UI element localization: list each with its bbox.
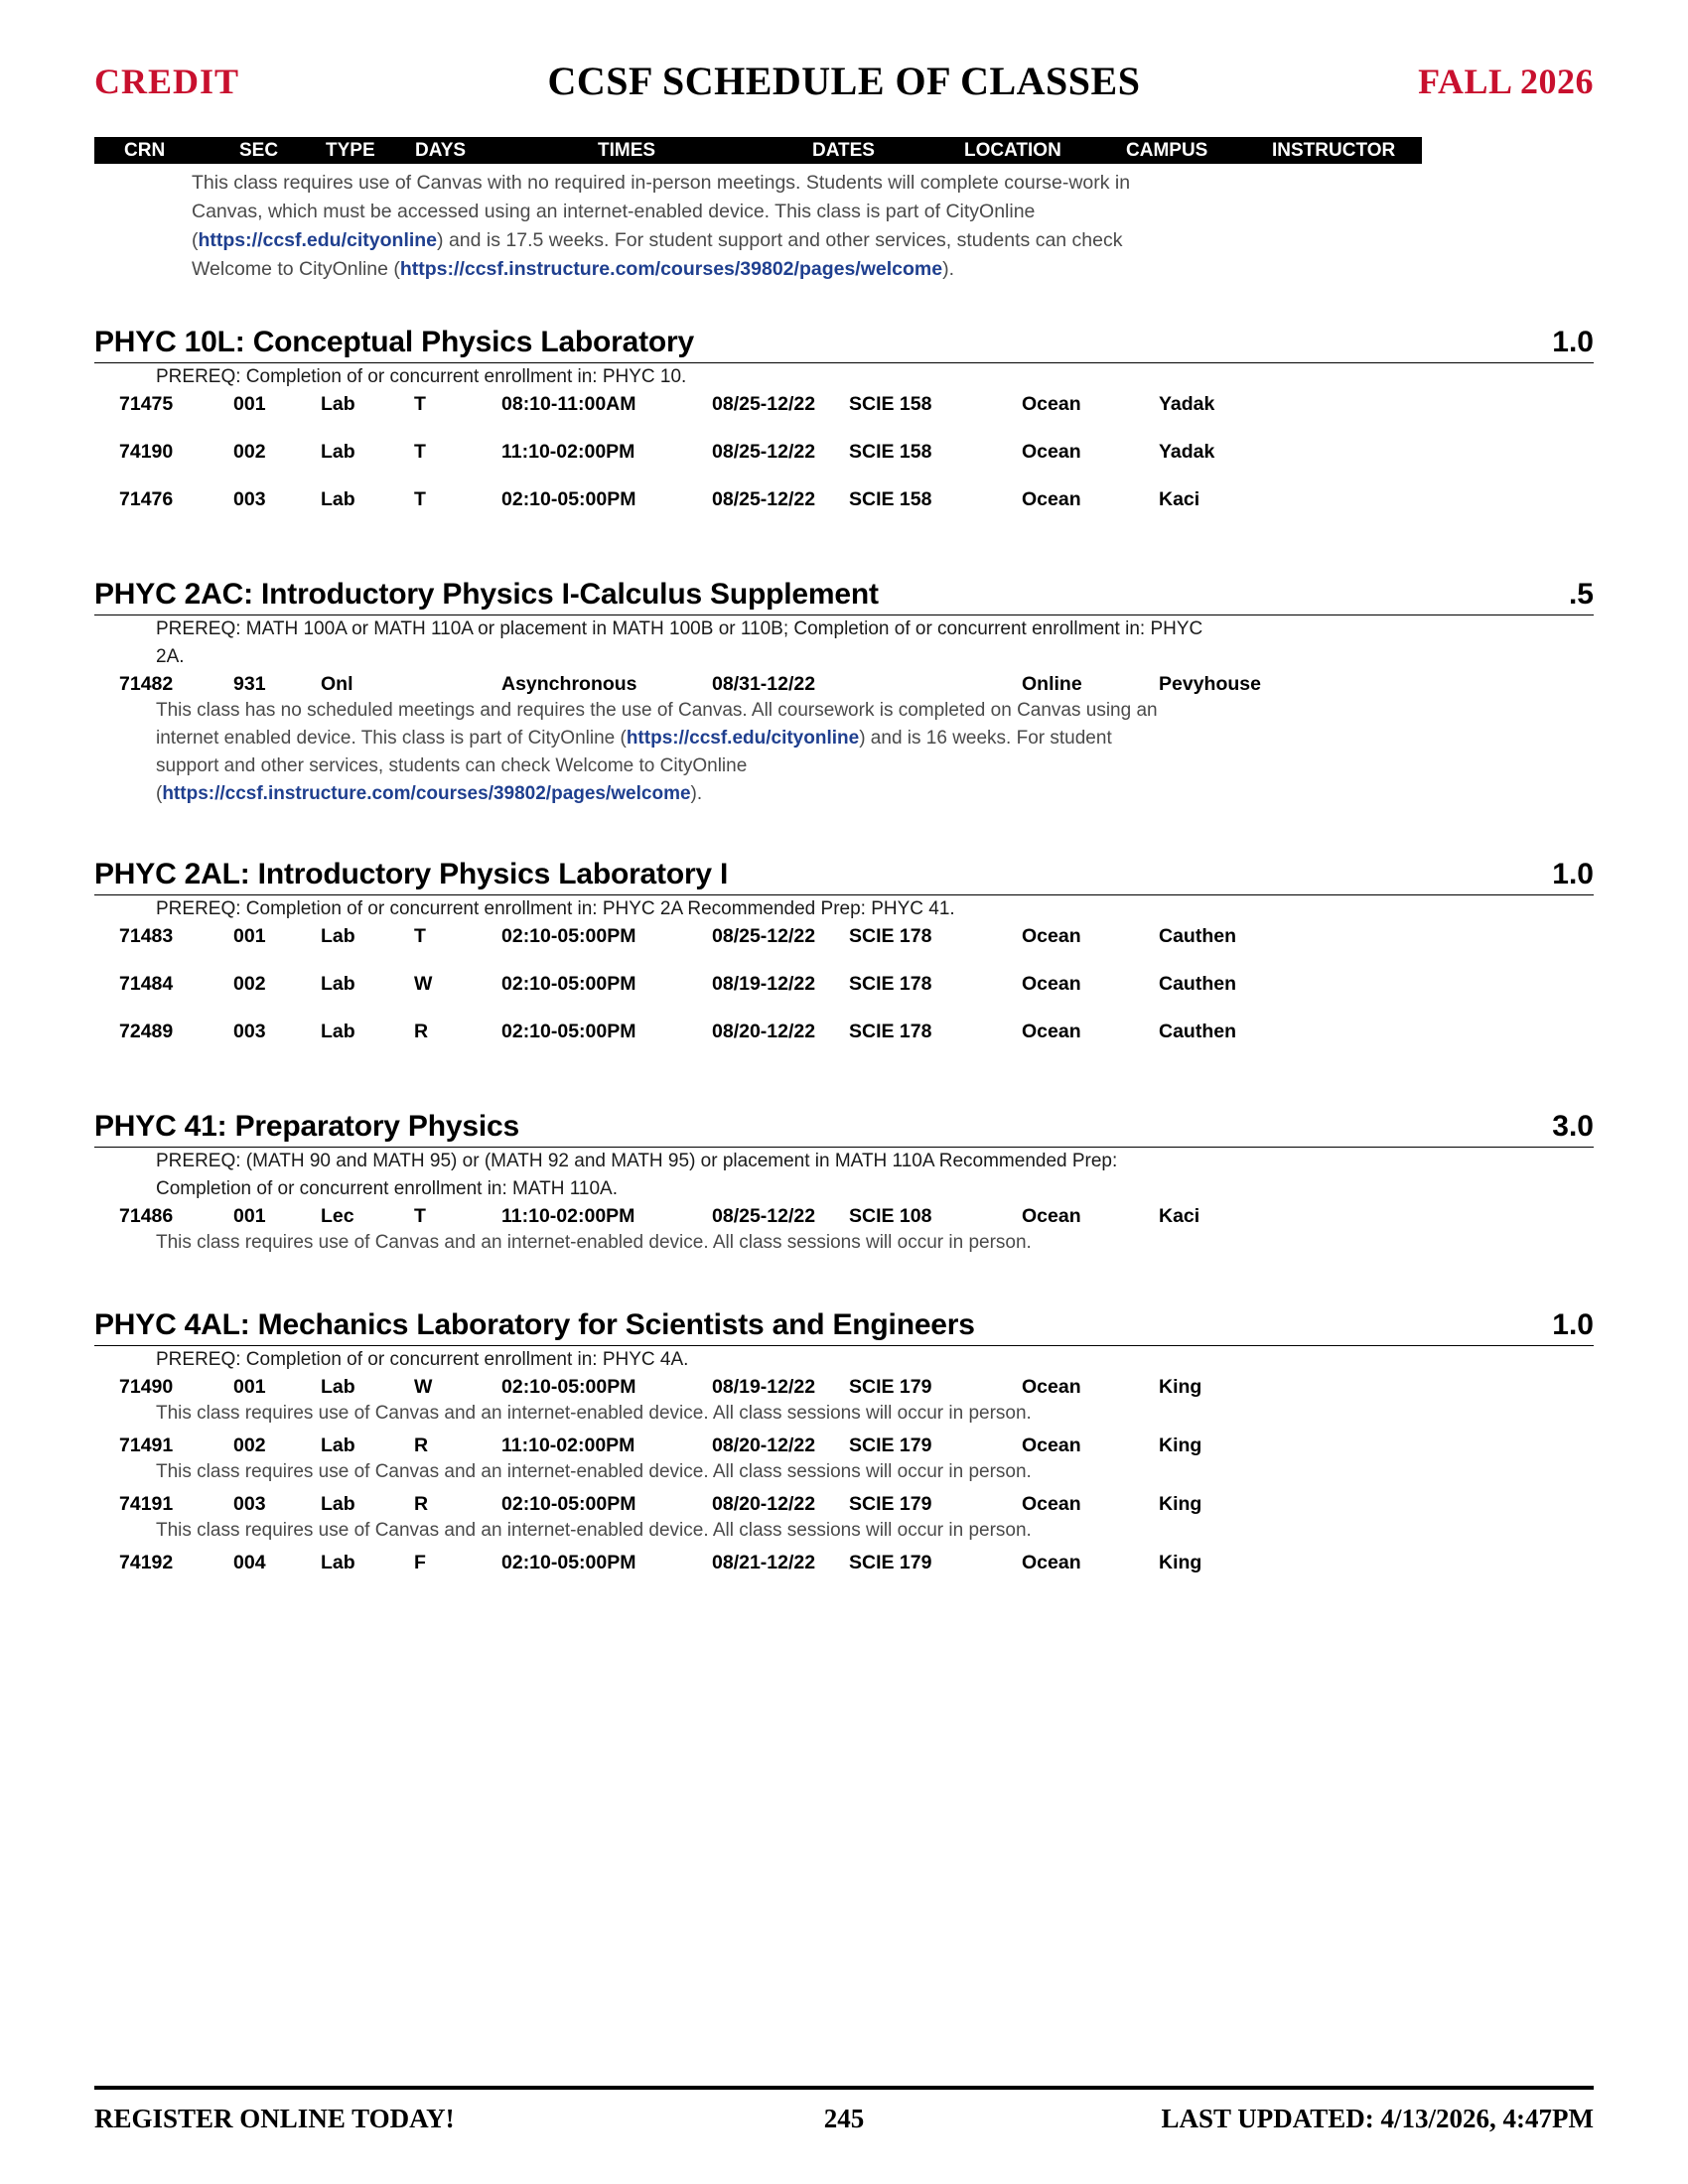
row-sec: 003: [233, 1021, 266, 1042]
table-row[interactable]: [94, 671, 1594, 697]
credit-label: CREDIT: [94, 62, 240, 101]
column-header-sec: SEC: [239, 140, 279, 161]
row-days: F: [414, 1552, 426, 1573]
row-days: T: [414, 1205, 426, 1227]
row-days: W: [414, 1376, 433, 1398]
spacer: [94, 949, 1594, 971]
spacer: [94, 284, 1594, 318]
row-type: Lab: [321, 925, 355, 947]
row-location: SCIE 158: [849, 441, 932, 463]
row-crn: 71483: [119, 925, 174, 947]
row-crn: 72489: [119, 1021, 174, 1042]
row-days: R: [414, 1021, 429, 1042]
section-note: This class requires use of Canvas and an internet-enabled device. All class sessions will occur in person.: [156, 1520, 1032, 1541]
continuation-note: [192, 169, 1199, 284]
table-row[interactable]: [94, 1491, 1594, 1517]
row-campus: Ocean: [1022, 441, 1081, 463]
course-units: 1.0: [1552, 326, 1594, 358]
row-location: SCIE 178: [849, 925, 932, 947]
column-header-dates: DATES: [812, 140, 875, 161]
spacer: [94, 997, 1594, 1019]
row-instructor: Pevyhouse: [1159, 673, 1261, 695]
row-crn: 71490: [119, 1376, 174, 1398]
row-type: Onl: [321, 673, 353, 695]
row-crn: 71482: [119, 673, 174, 695]
course-name: PHYC 4AL: Mechanics Laboratory for Scientists and Engineers: [94, 1308, 975, 1341]
row-crn: 71486: [119, 1205, 174, 1227]
course-heading: [94, 1102, 1594, 1148]
welcome-to-cityonline-link[interactable]: https://ccsf.instructure.com/courses/39802/pages/welcome: [399, 258, 943, 280]
continuation-note-text-2: ) and is 17.5 weeks. For student support and other services, students can check Welcome to CityOnline (: [192, 229, 1123, 280]
row-campus: Ocean: [1022, 1376, 1081, 1398]
row-campus: Ocean: [1022, 488, 1081, 510]
row-crn: 74192: [119, 1552, 174, 1573]
row-location: SCIE 178: [849, 973, 932, 995]
row-sec: 001: [233, 1205, 266, 1227]
course-listing: [94, 169, 1594, 1575]
row-dates: 08/20-12/22: [712, 1493, 816, 1515]
course-prereq: PREREQ: MATH 100A or MATH 110A or placement in MATH 100B or 110B; Completion of or concurrent enrollment in: PHYC 2A.: [156, 618, 1203, 667]
row-location: SCIE 179: [849, 1493, 932, 1515]
row-days: R: [414, 1493, 429, 1515]
row-times: 02:10-05:00PM: [501, 488, 636, 510]
row-dates: 08/19-12/22: [712, 973, 816, 995]
row-location: SCIE 158: [849, 393, 932, 415]
column-header-location: LOCATION: [964, 140, 1061, 161]
course-name: PHYC 2AL: Introductory Physics Laboratory I: [94, 858, 729, 890]
course-units: .5: [1568, 578, 1594, 611]
course-name: PHYC 41: Preparatory Physics: [94, 1110, 519, 1143]
row-instructor: Yadak: [1159, 441, 1215, 463]
row-sec: 002: [233, 973, 266, 995]
course-units: 1.0: [1552, 858, 1594, 890]
row-location: SCIE 108: [849, 1205, 932, 1227]
table-row[interactable]: [94, 923, 1594, 949]
course-units: 1.0: [1552, 1308, 1594, 1341]
column-header-instructor: INSTRUCTOR: [1272, 140, 1396, 161]
register-online-label: REGISTER ONLINE TODAY!: [94, 2104, 455, 2133]
table-row[interactable]: [94, 971, 1594, 997]
row-times: 11:10-02:00PM: [501, 1205, 635, 1227]
spacer: [94, 512, 1594, 570]
row-dates: 08/20-12/22: [712, 1434, 816, 1456]
term-label: FALL 2026: [1418, 62, 1594, 101]
row-campus: Ocean: [1022, 1493, 1081, 1515]
row-dates: 08/25-12/22: [712, 441, 816, 463]
table-row[interactable]: [94, 1374, 1594, 1400]
row-sec: 003: [233, 488, 266, 510]
row-dates: 08/25-12/22: [712, 393, 816, 415]
row-times: 02:10-05:00PM: [501, 925, 636, 947]
row-days: R: [414, 1434, 429, 1456]
masthead: [94, 60, 1594, 109]
row-type: Lab: [321, 1493, 355, 1515]
row-crn: 74190: [119, 441, 174, 463]
row-campus: Ocean: [1022, 1552, 1081, 1573]
row-times: 08:10-11:00AM: [501, 393, 636, 415]
table-row[interactable]: [94, 391, 1594, 417]
row-instructor: King: [1159, 1434, 1202, 1456]
row-sec: 931: [233, 673, 266, 695]
spacer: [94, 1044, 1594, 1102]
row-campus: Online: [1022, 673, 1082, 695]
row-campus: Ocean: [1022, 1205, 1081, 1227]
spacer: [94, 1257, 1594, 1300]
section-note: This class requires use of Canvas and an internet-enabled device. All class sessions will occur in person.: [156, 1461, 1032, 1482]
course-heading: [94, 1300, 1594, 1346]
row-times: Asynchronous: [501, 673, 637, 695]
course-heading: [94, 318, 1594, 363]
row-times: 02:10-05:00PM: [501, 1021, 636, 1042]
row-days: T: [414, 393, 426, 415]
course-block: [94, 570, 1594, 808]
row-campus: Ocean: [1022, 1434, 1081, 1456]
row-instructor: King: [1159, 1552, 1202, 1573]
row-type: Lab: [321, 441, 355, 463]
row-dates: 08/31-12/22: [712, 673, 816, 695]
last-updated-label: LAST UPDATED: 4/13/2026, 4:47PM: [1161, 2104, 1594, 2133]
row-type: Lab: [321, 488, 355, 510]
row-instructor: Cauthen: [1159, 1021, 1236, 1042]
row-location: SCIE 179: [849, 1376, 932, 1398]
column-header-times: TIMES: [598, 140, 656, 161]
row-days: T: [414, 488, 426, 510]
table-row[interactable]: [94, 1433, 1594, 1458]
page-title: CCSF SCHEDULE OF CLASSES: [547, 59, 1141, 103]
course-block: [94, 318, 1594, 512]
row-instructor: Kaci: [1159, 1205, 1200, 1227]
row-crn: 74191: [119, 1493, 174, 1515]
row-instructor: Cauthen: [1159, 925, 1236, 947]
section-note-text-2: ) and is 16 weeks. For student support and other services, students can check Welcome to CityOnline (: [156, 728, 1112, 804]
course-name: PHYC 2AC: Introductory Physics I-Calculus Supplement: [94, 578, 879, 611]
row-instructor: King: [1159, 1376, 1202, 1398]
cityonline-link[interactable]: https://ccsf.edu/cityonline: [198, 229, 438, 251]
row-instructor: King: [1159, 1493, 1202, 1515]
row-type: Lec: [321, 1205, 354, 1227]
row-dates: 08/25-12/22: [712, 488, 816, 510]
course-name: PHYC 10L: Conceptual Physics Laboratory: [94, 326, 695, 358]
table-row[interactable]: [94, 1203, 1594, 1229]
row-times: 02:10-05:00PM: [501, 1376, 636, 1398]
continuation-note-text-1: This class requires use of Canvas with no required in-person meetings. Students will complete course-work in Canvas, which must be accessed using an internet-enabled device. This class is part of CityOnline (: [192, 172, 1131, 251]
row-crn: 71484: [119, 973, 174, 995]
row-dates: 08/25-12/22: [712, 1205, 816, 1227]
course-block: [94, 1300, 1594, 1575]
course-prereq: PREREQ: Completion of or concurrent enrollment in: PHYC 2A Recommended Prep: PHYC 41.: [156, 898, 955, 919]
section-note-text-1: This class has no scheduled meetings and requires the use of Canvas. All coursework is completed on Canvas using an internet enabled device. This class is part of CityOnline (: [156, 700, 1158, 749]
row-location: SCIE 179: [849, 1552, 932, 1573]
row-campus: Ocean: [1022, 1021, 1081, 1042]
course-prereq: PREREQ: (MATH 90 and MATH 95) or (MATH 92 and MATH 95) or placement in MATH 110A Recommended Prep: Completion of or concurrent enrollment in: MATH 110A.: [156, 1151, 1118, 1199]
row-sec: 001: [233, 925, 266, 947]
section-note: This class requires use of Canvas and an internet-enabled device. All class sessions will occur in person.: [156, 1403, 1032, 1424]
row-crn: 71475: [119, 393, 174, 415]
course-prereq: PREREQ: Completion of or concurrent enrollment in: PHYC 4A.: [156, 1349, 689, 1370]
column-header-crn: CRN: [124, 140, 166, 161]
row-instructor: Cauthen: [1159, 973, 1236, 995]
spacer: [94, 417, 1594, 439]
spacer: [94, 465, 1594, 486]
row-times: 02:10-05:00PM: [501, 973, 636, 995]
welcome-to-cityonline-link[interactable]: https://ccsf.instructure.com/courses/39802/pages/welcome: [162, 783, 691, 804]
row-dates: 08/25-12/22: [712, 925, 816, 947]
row-crn: 71476: [119, 488, 174, 510]
row-times: 11:10-02:00PM: [501, 441, 635, 463]
row-times: 11:10-02:00PM: [501, 1434, 635, 1456]
row-location: SCIE 179: [849, 1434, 932, 1456]
column-header-bar: [94, 137, 1422, 164]
row-campus: Ocean: [1022, 925, 1081, 947]
row-type: Lab: [321, 393, 355, 415]
row-campus: Ocean: [1022, 973, 1081, 995]
row-type: Lab: [321, 1376, 355, 1398]
table-row[interactable]: [94, 439, 1594, 465]
table-row[interactable]: [94, 1019, 1594, 1044]
table-row[interactable]: [94, 1550, 1594, 1575]
row-type: Lab: [321, 973, 355, 995]
cityonline-link[interactable]: https://ccsf.edu/cityonline: [626, 728, 860, 749]
section-note-text-3: ).: [690, 783, 703, 804]
section-note: [156, 697, 1159, 808]
row-times: 02:10-05:00PM: [501, 1552, 636, 1573]
column-header-type: TYPE: [326, 140, 375, 161]
row-dates: 08/21-12/22: [712, 1552, 816, 1573]
continuation-note-text-3: ).: [942, 258, 955, 280]
row-campus: Ocean: [1022, 393, 1081, 415]
row-sec: 003: [233, 1493, 266, 1515]
row-location: SCIE 158: [849, 488, 932, 510]
row-instructor: Kaci: [1159, 488, 1200, 510]
footer-divider: [94, 2086, 1594, 2090]
course-block: [94, 1102, 1594, 1257]
course-prereq: PREREQ: Completion of or concurrent enrollment in: PHYC 10.: [156, 366, 687, 387]
row-dates: 08/19-12/22: [712, 1376, 816, 1398]
course-units: 3.0: [1552, 1110, 1594, 1143]
row-crn: 71491: [119, 1434, 174, 1456]
row-type: Lab: [321, 1434, 355, 1456]
page-footer: [94, 2101, 1594, 2140]
column-header-days: DAYS: [415, 140, 467, 161]
course-heading: [94, 570, 1594, 615]
row-sec: 001: [233, 1376, 266, 1398]
row-sec: 002: [233, 1434, 266, 1456]
course-heading: [94, 850, 1594, 895]
row-location: SCIE 178: [849, 1021, 932, 1042]
row-days: T: [414, 441, 426, 463]
row-type: Lab: [321, 1021, 355, 1042]
row-type: Lab: [321, 1552, 355, 1573]
row-instructor: Yadak: [1159, 393, 1215, 415]
row-sec: 004: [233, 1552, 266, 1573]
row-days: T: [414, 925, 426, 947]
row-sec: 002: [233, 441, 266, 463]
row-times: 02:10-05:00PM: [501, 1493, 636, 1515]
row-dates: 08/20-12/22: [712, 1021, 816, 1042]
course-block: [94, 850, 1594, 1044]
row-days: W: [414, 973, 433, 995]
row-sec: 001: [233, 393, 266, 415]
section-note: This class requires use of Canvas and an internet-enabled device. All class sessions will occur in person.: [156, 1232, 1032, 1253]
page-number: 245: [823, 2104, 865, 2133]
table-row[interactable]: [94, 486, 1594, 512]
spacer: [94, 808, 1594, 850]
column-header-campus: CAMPUS: [1126, 140, 1208, 161]
